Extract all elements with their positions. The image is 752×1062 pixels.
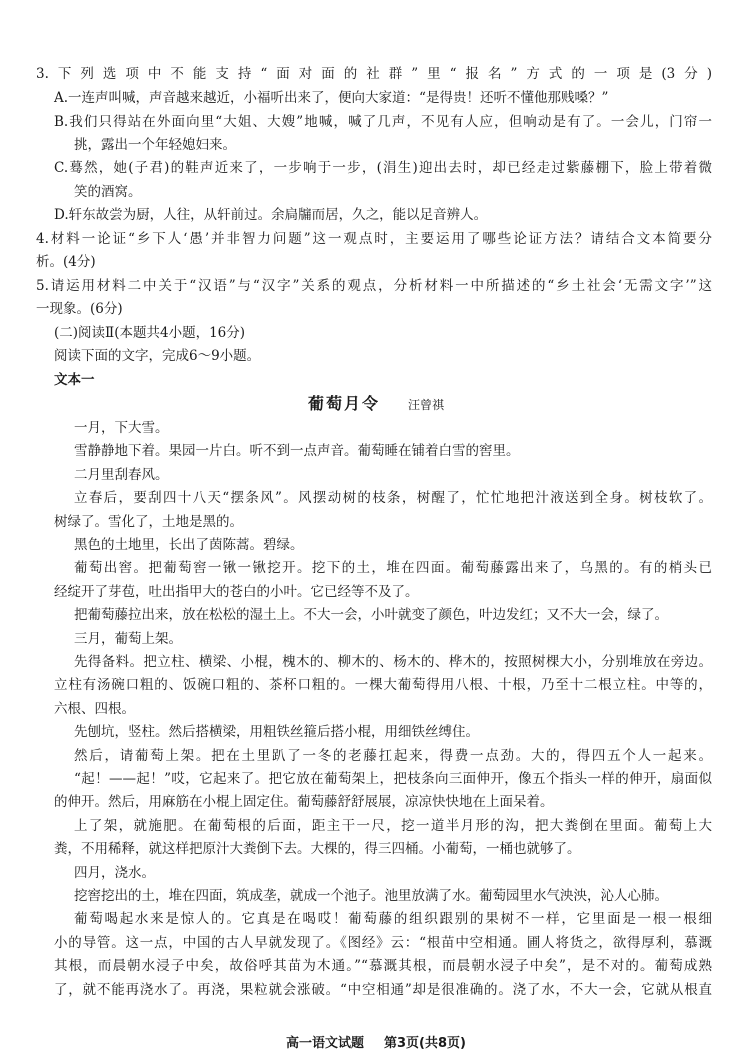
article-line: 一月，下大雪。 xyxy=(74,420,169,436)
article-author: 汪曾祺 xyxy=(408,398,445,412)
question-4-line2: 析。(4分) xyxy=(36,254,96,270)
article-line: 挖窖挖出的土，堆在四面，筑成垄，就成一个池子。池里放满了水。葡萄园里水气泱泱，沁人心肺。 xyxy=(74,888,668,904)
question-5-line2: 一现象。(6分) xyxy=(36,301,123,317)
article-title: 葡萄月令 xyxy=(307,394,380,413)
article-line: 葡萄出窖。把葡萄窖一锹一锹挖开。挖下的土，堆在四面。葡萄藤露出来了，乌黑的。有的梢头已 xyxy=(74,560,712,576)
article-line: 小的导管。这一点，中国的古人早就发现了。《图经》云：“根苗中空相通。圃人将货之，欲得厚利，慕溉 xyxy=(54,935,712,951)
option-a: A.一连声叫喊，声音越来越近，小福听出来了，便向大家道：“是得贵！还听不懂他那贱嗓？” xyxy=(54,90,609,106)
question-5-line1: 5.请运用材料二中关于“汉语”与“汉字”关系的观点，分析材料一中所描述的“乡土社会‘无需文字’”这 xyxy=(36,278,712,294)
option-c-line1: C.蓦然，她(子君)的鞋声近来了，一步响于一步，(涓生)迎出去时，却已经走过紫藤棚下，脸上带着微 xyxy=(54,160,712,176)
article-line: 树绿了。雪化了，土地是黑的。 xyxy=(54,514,243,530)
option-c-line2: 笑的酒窝。 xyxy=(74,184,142,200)
article-line: 先得备料。把立柱、横梁、小棍，槐木的、柳木的、杨木的、桦木的，按照树棵大小，分别堆放在旁边。 xyxy=(74,654,712,670)
article-line: 经绽开了芽苞，吐出指甲大的苍白的小叶。它已经等不及了。 xyxy=(54,584,419,600)
article-line: “起！——起！”哎，它起来了。把它放在葡萄架上，把枝条向三面伸开，像五个指头一样的伸开，扇面似 xyxy=(74,771,712,787)
article-line: 葡萄喝起水来是惊人的。它真是在喝哎！葡萄藤的组织跟别的果树不一样，它里面是一根一根细 xyxy=(74,911,712,927)
article-line: 六根、四根。 xyxy=(54,701,135,717)
footer-subject: 高一语文试题 xyxy=(286,1036,365,1051)
article-line: 立春后，要刮四十八天“摆条风”。风摆动树的枝条，树醒了，忙忙地把汁液送到全身。树枝软了。 xyxy=(74,490,712,506)
article-line: 黑色的土地里，长出了茵陈蒿。碧绿。 xyxy=(74,537,304,553)
option-d: D.轩东故尝为厨，人往，从轩前过。余扃牖而居，久之，能以足音辨人。 xyxy=(54,207,488,223)
footer-page-number: 第3页(共8页) xyxy=(384,1036,466,1051)
article-line: 立柱有汤碗口粗的、饭碗口粗的、茶杯口粗的。一棵大葡萄得用八根、十根，乃至十二根立柱。中等的， xyxy=(54,677,712,693)
article-line: 先刨坑，竖柱。然后搭横梁，用粗铁丝箍后搭小棍，用细铁丝缚住。 xyxy=(74,724,479,740)
article-title-row xyxy=(0,394,752,415)
article-line: 雪静静地下着。果园一片白。听不到一点声音。葡萄睡在铺着白雪的窖里。 xyxy=(74,443,520,459)
article-line: 上了架，就施肥。在葡萄根的后面，距主干一尺，挖一道半月形的沟，把大粪倒在里面。葡萄上大 xyxy=(74,818,712,834)
article-line: 三月，葡萄上架。 xyxy=(74,631,182,647)
section-heading: (二)阅读Ⅱ(本题共4小题，16分) xyxy=(54,325,246,341)
article-line: 粪，不用稀释，就这样把原汁大粪倒下去。大棵的，得三四桶。小葡萄，一桶也就够了。 xyxy=(54,841,581,857)
article-line: 二月里刮春风。 xyxy=(74,467,169,483)
article-line: 四月，浇水。 xyxy=(74,865,155,881)
text-one-label: 文本一 xyxy=(54,372,95,388)
option-b-line2: 挑，露出一个年轻媳妇来。 xyxy=(74,137,236,153)
page-footer xyxy=(0,1034,752,1054)
option-b-line1: B.我们只得站在外面向里“大姐、大嫂”地喊，喊了几声，不见有人应，但响动是有了。一会儿，门帘一 xyxy=(54,114,712,130)
article-line: 其根，而晨朝水浸子中矣，故俗呼其苗为木通。”“慕溉其根，而晨朝水浸子中矣”，是不对的。葡萄成熟 xyxy=(54,958,712,974)
article-line: 了，就不能再浇水了。再浇，果粒就会涨破。“中空相通”却是很准确的。浇了水，不大一会，它就从根直 xyxy=(54,982,712,998)
article-line: 然后，请葡萄上架。把在土里趴了一冬的老藤扛起来，得费一点劲。大的，得四五个人一起来。 xyxy=(74,748,712,764)
section-instruction: 阅读下面的文字，完成6～9小题。 xyxy=(54,348,261,364)
article-line: 把葡萄藤拉出来，放在松松的湿土上。不大一会，小叶就变了颜色，叶边发红；又不大一会，绿了。 xyxy=(74,607,668,623)
article-line: 的伸开。然后，用麻筋在小棍上固定住。葡萄藤舒舒展展，凉凉快快地在上面呆着。 xyxy=(54,794,554,810)
question-4-line1: 4.材料一论证“乡下人‘愚’并非智力问题”这一观点时，主要运用了哪些论证方法？请结合文本简要分 xyxy=(36,231,712,247)
question-3-stem: 3.下列选项中不能支持“面对面的社群”里“报名”方式的一项是(3分) xyxy=(36,66,712,82)
